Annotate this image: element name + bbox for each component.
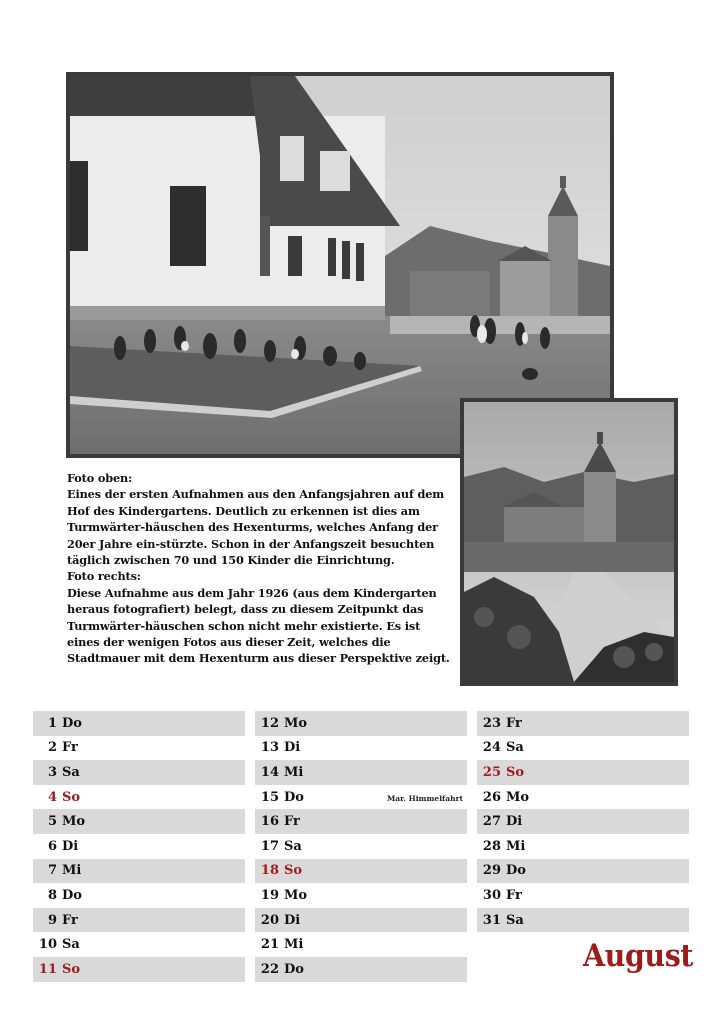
weekday-name: So [62,961,81,977]
photo-hexenturm-1926-image [464,402,674,682]
day-number: 12 [260,715,279,731]
weekday-name: Di [506,814,523,830]
weekday-name: Mo [284,715,308,731]
day-number: 11 [38,961,57,977]
day-number: 28 [482,838,501,854]
day-number: 15 [260,789,279,805]
weekday-name: Fr [62,912,78,928]
day-number: 24 [482,740,501,756]
calendar-day-row [255,760,467,785]
weekday-name: Mo [62,814,86,830]
weekday-name: Do [506,863,526,879]
caption-right-text: Diese Aufnahme aus dem Jahr 1926 (aus dem Kindergarten heraus fotografiert) belegt, dass zu diesem Zeitpunkt das Turmwärter-häuschen schon nicht mehr existierte. Es ist eines der wenigen Fotos aus dieser Zeit, welches die Stadtmauer mit dem Hexenturm aus dieser Perspektive zeigt. [67,585,450,666]
weekday-name: So [284,863,303,879]
day-number: 5 [47,814,57,830]
weekday-name: Fr [62,740,78,756]
calendar-day-row [33,834,245,859]
calendar-day-row [33,932,245,957]
calendar-day-row [255,859,467,884]
weekday-name: Sa [284,838,302,854]
day-number: 18 [260,863,279,879]
day-number: 21 [260,937,279,953]
weekday-name: Mo [506,789,530,805]
day-number: 25 [482,764,501,780]
weekday-name: Sa [62,764,80,780]
photo-captions [67,470,452,667]
weekday-name: Fr [284,814,300,830]
calendar-day-row [255,957,467,982]
weekday-name: Do [284,961,304,977]
caption-right-heading: Foto rechts: [67,569,141,584]
calendar-day-row [255,883,467,908]
weekday-name: Mi [62,863,82,879]
weekday-name: So [506,764,525,780]
calendar-day-row [477,908,689,933]
caption-top-heading: Foto oben: [67,471,133,485]
weekday-name: So [62,789,81,805]
calendar-day-row [33,785,245,810]
day-number: 19 [260,887,279,903]
calendar-day-row [255,711,467,736]
weekday-name: Mi [506,838,526,854]
weekday-name: Sa [506,912,524,928]
day-number: 14 [260,764,279,780]
weekday-name: Sa [62,937,80,953]
calendar-day-row [33,711,245,736]
day-number: 30 [482,887,501,903]
day-number: 10 [38,937,57,953]
day-number: 16 [260,814,279,830]
day-number: 6 [47,838,57,854]
photo-hexenturm-1926 [460,398,678,686]
calendar-day-row [477,859,689,884]
calendar-day-row [33,809,245,834]
calendar-day-row [255,785,467,810]
weekday-name: Di [284,912,301,928]
holiday-label: Mar. Himmelfahrt [386,793,463,803]
caption-top-text: Eines der ersten Aufnahmen aus den Anfangsjahren auf dem Hof des Kindergartens. Deutlich zu erkennen ist dies am Turmwärter-häuschen des Hexenturms, welches Anfang der 20er Jahre ein-stürzte. Schon in der Anfangszeit besuchten täglich zwischen 70 und 150 Kinder die Einrichtung. [67,487,445,568]
calendar-day-row [477,883,689,908]
weekday-name: Di [62,838,79,854]
day-number: 22 [260,961,279,977]
calendar-day-row [477,736,689,761]
weekday-name: Do [62,715,82,731]
weekday-name: Do [284,789,304,805]
day-number: 29 [482,863,501,879]
calendar-day-row [477,760,689,785]
calendar-column-2 [255,711,467,982]
day-number: 17 [260,838,279,854]
weekday-name: Mi [284,937,304,953]
calendar-day-row [255,908,467,933]
day-number: 20 [260,912,279,928]
day-number: 3 [47,764,57,780]
calendar-day-row [33,859,245,884]
day-number: 2 [47,740,57,756]
calendar-day-row [33,908,245,933]
day-number: 23 [482,715,501,731]
weekday-name: Di [284,740,301,756]
day-number: 1 [47,715,57,731]
day-number: 7 [47,863,57,879]
weekday-name: Do [62,887,82,903]
calendar-column-3 [477,711,689,932]
weekday-name: Fr [506,887,522,903]
calendar-day-row [255,932,467,957]
month-title: August [583,938,694,974]
calendar-day-row [477,834,689,859]
weekday-name: Fr [506,715,522,731]
day-number: 27 [482,814,501,830]
weekday-name: Mi [284,764,304,780]
calendar-day-row [33,957,245,982]
calendar-day-row [477,785,689,810]
calendar-day-row [477,711,689,736]
calendar-day-row [33,736,245,761]
calendar-day-row [33,760,245,785]
calendar-column-1 [33,711,245,982]
day-number: 31 [482,912,501,928]
calendar-day-row [477,809,689,834]
calendar-day-row [33,883,245,908]
weekday-name: Sa [506,740,524,756]
weekday-name: Mo [284,887,308,903]
calendar-day-row [255,736,467,761]
day-number: 4 [47,789,57,805]
day-number: 13 [260,740,279,756]
calendar-day-row [255,834,467,859]
day-number: 9 [47,912,57,928]
day-number: 8 [47,887,57,903]
day-number: 26 [482,789,501,805]
calendar-day-row [255,809,467,834]
